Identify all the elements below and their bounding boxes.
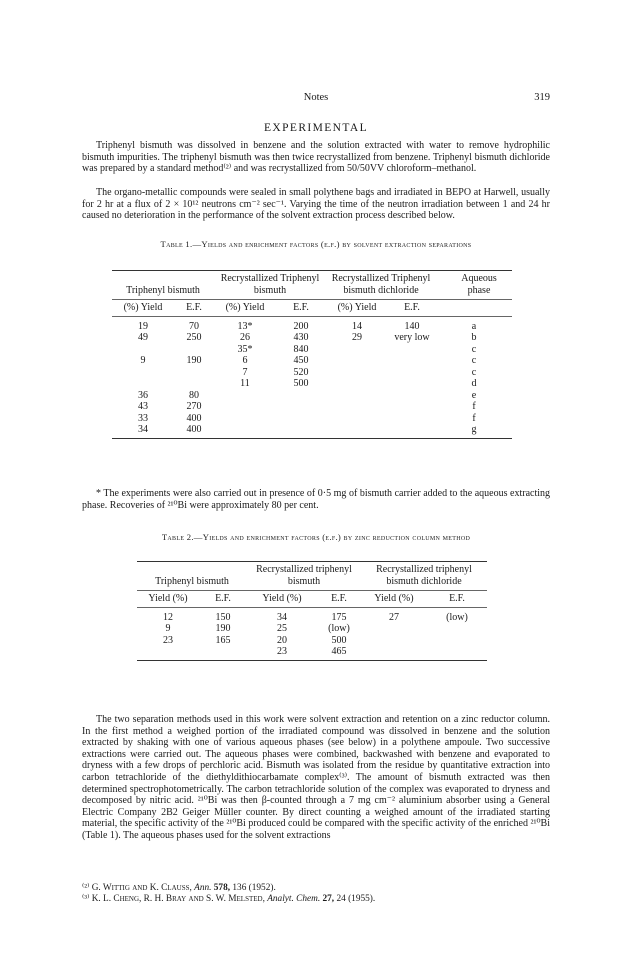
table1 [112, 270, 512, 439]
table1-row-cell: g [471, 424, 477, 435]
reference-volume: 27, [322, 894, 335, 904]
table1-row-cell [326, 355, 388, 367]
table1-row-cell: 190 [186, 355, 202, 366]
table1-row [112, 401, 512, 413]
table1-caption-text: —Yields and enrichment factors (e.f.) by solvent extraction separations [192, 239, 472, 249]
reference-authors: G. Wittig and K. Clauss, [91, 883, 192, 893]
table1-row-cell [388, 367, 436, 379]
table2 [137, 561, 487, 661]
table1-row-cell: 11 [240, 378, 250, 389]
table1-row-cell [276, 413, 326, 425]
reference-authors: K. L. Cheng, R. H. Bray and S. W. Melsted, [91, 894, 265, 904]
table2-caption [82, 532, 550, 543]
table1-row-cell: b [471, 332, 477, 343]
table1-row-cell: 200 [293, 320, 309, 332]
table1-row-cell: a [471, 320, 477, 332]
table2-subheader: E.F. [427, 591, 487, 608]
table1-row-cell: very low [394, 332, 430, 343]
table1-subheader: (%) Yield [326, 300, 388, 317]
table1-row-cell: 6 [242, 355, 248, 366]
running-header [82, 92, 550, 106]
table1-row-cell [388, 355, 436, 367]
table1-row [112, 413, 512, 425]
table2-row-cell: 12 [163, 611, 173, 623]
table1-row-cell [326, 344, 388, 356]
table1-row [112, 355, 512, 367]
table2-row-cell: 23 [277, 646, 287, 657]
table2-row-cell: 500 [331, 634, 347, 646]
table1-row-cell [388, 344, 436, 356]
table1-row-cell: 49 [138, 332, 148, 343]
reference-2 [82, 883, 550, 894]
table2-row-cell [427, 623, 487, 635]
table1-row-cell [326, 401, 388, 413]
table1-caption [82, 239, 550, 250]
table2-subheader: E.F. [317, 591, 361, 608]
table1-row-cell [276, 424, 326, 438]
table1-subheader: E.F. [276, 300, 326, 317]
table2-row [137, 607, 487, 623]
table2-subheader: E.F. [199, 591, 247, 608]
table1-row-cell: f [472, 401, 476, 412]
table1-row-cell: 400 [186, 424, 202, 435]
table2-subheader: Yield (%) [361, 591, 427, 608]
paragraph-irradiation: The organo-metallic compounds were sealed in small polythene bags and irradiated in BEPO at Harwell, usually for 2 hr at a flux of 2 × 10¹² neutrons cm⁻² sec⁻¹. Varying the time of the neutron irradiation between 1 and 24 hr caused no deterioration in the performance of the solvent extraction process described below. [82, 187, 550, 222]
table1-row-cell: c [471, 343, 477, 355]
table1-row-cell: 140 [404, 320, 420, 332]
table1-subheader: E.F. [174, 300, 214, 317]
table1-subheader: (%) Yield [112, 300, 174, 317]
table1-row-cell: e [471, 389, 477, 401]
table1-row-cell [112, 378, 174, 390]
section-heading: EXPERIMENTAL [263, 122, 369, 134]
table1-row-cell: 7 [242, 366, 248, 378]
table2-row-cell [199, 646, 247, 660]
table1-row-cell: f [472, 412, 476, 424]
table2-row [137, 635, 487, 647]
table1-row-cell [276, 401, 326, 413]
table2-row-cell: 34 [277, 611, 287, 623]
table1-subheader: E.F. [388, 300, 436, 317]
table2-row-cell [427, 646, 487, 660]
table2-row-cell: 165 [215, 634, 231, 646]
table1-row-cell: c [471, 366, 477, 378]
table1-row-cell [326, 424, 388, 438]
table1-row-cell [388, 424, 436, 438]
table1-row-cell [326, 367, 388, 379]
table2-row-cell [137, 646, 199, 660]
table2-header-recrystallized: Recrystallized triphenyl bismuth [256, 564, 352, 587]
table1-row-cell [112, 344, 174, 356]
table1-subheader [436, 300, 512, 317]
table1-row-cell: 80 [189, 389, 199, 401]
table1-row-cell: 43 [138, 401, 148, 412]
table1-row-cell [214, 401, 276, 413]
table1-row-cell [174, 344, 214, 356]
table2-row-cell: 20 [277, 634, 287, 646]
reference-volume: 578, [213, 883, 231, 893]
table1-row-cell [214, 413, 276, 425]
table2-row-cell [427, 635, 487, 647]
table2-body [137, 607, 487, 660]
reference-number: ⁽²⁾ [82, 883, 90, 893]
table1-row [112, 424, 512, 438]
table2-row-cell: (low) [446, 611, 468, 623]
table1-row-cell [112, 367, 174, 379]
table2-caption-text: —Yields and enrichment factors (e.f.) by zinc reduction column method [193, 532, 471, 542]
table2-row-cell [361, 623, 427, 635]
table1-row-cell: 34 [138, 424, 148, 435]
table1-row [112, 378, 512, 390]
table1-header-recrystallized: Recrystallized Triphenyl bismuth [220, 273, 320, 296]
table1-row-cell: 270 [186, 401, 202, 412]
table2-row-cell [361, 635, 427, 647]
table2-row-cell: (low) [328, 623, 350, 634]
table2-row-cell [361, 646, 427, 660]
table2-row-cell: 23 [163, 634, 173, 646]
table2-row-cell: 25 [277, 623, 287, 634]
table1-row-cell: 19 [138, 320, 148, 332]
table1-row-cell [326, 390, 388, 402]
reference-rest: 24 (1955). [336, 894, 376, 904]
table1-row-cell: 70 [189, 320, 199, 332]
reference-journal: Analyt. Chem. [267, 894, 321, 904]
table1-caption-label: Table 1. [160, 239, 193, 249]
table1-row [112, 344, 512, 356]
paragraph-materials: Triphenyl bismuth was dissolved in benzene and the solution extracted with water to remove hydrophilic bismuth impurities. The triphenyl bismuth was then twice recrystallized from benzene. Triphenyl bismuth dichloride was prepared by a standard method⁽²⁾ and was recrystallized from 50/50VV chloroform–methanol. [82, 140, 550, 175]
table1-row-cell: d [471, 378, 477, 389]
table1-row-cell [388, 390, 436, 402]
table1-row-cell: 840 [293, 343, 309, 355]
table1-row-cell: 9 [140, 355, 146, 366]
table2-row-cell: 190 [215, 623, 231, 634]
table1-row-cell: 35* [237, 343, 253, 355]
table1-row-cell [214, 424, 276, 438]
table2-row-cell: 465 [331, 646, 347, 657]
table2-subheader: Yield (%) [137, 591, 199, 608]
table1-row-cell: 33 [138, 412, 148, 424]
table2-subheader: Yield (%) [247, 591, 317, 608]
table1-row [112, 316, 512, 332]
table1-footnote: * The experiments were also carried out in presence of 0·5 mg of bismuth carrier added to the aqueous extracting phase. Recoveries of ²¹⁰Bi were approximately 80 per cent. [82, 488, 550, 511]
table1-header-triphenyl-bismuth: Triphenyl bismuth [126, 284, 200, 296]
table2-row-cell: 27 [389, 611, 399, 623]
references [82, 883, 550, 905]
table1-row-cell [388, 413, 436, 425]
table1-header-aqueous-phase: Aqueous phase [461, 273, 497, 296]
table2-caption-label: Table 2. [161, 532, 194, 542]
table2-header-dichloride: Recrystallized triphenyl bismuth dichloride [376, 564, 472, 587]
table1-body [112, 316, 512, 438]
page-number: 319 [534, 92, 550, 103]
table2-header-triphenyl-bismuth: Triphenyl bismuth [155, 575, 229, 587]
running-header-title: Notes [303, 92, 329, 103]
table2-row-cell: 175 [331, 611, 347, 623]
paragraph-methods: The two separation methods used in this work were solvent extraction and retention on a zinc reductor column. In the first method a weighed portion of the irradiated compound was dissolved in benzene and the solution extracted by shaking with one of various aqueous phases (see below) in a polythene ampoule. Two successive extractions were carried out. The aqueous phases were combined, backwashed with benzene and evaporated to dryness with a few drops of perchloric acid. Bismuth was isolated from the residue by quantitative extraction into carbon tetrachloride of the diethyldithiocarbamate complex⁽³⁾. The amount of bismuth extracted was then determined spectrophotometrically. The carbon tetrachloride solution of the complex was evaporated to dryness and decomposed by nitric acid. ²¹⁰Bi was then β-counted through a 7 mg cm⁻² aluminium absorber using a General Electric Company 2B2 Geiger Müller counter. By direct counting a weighed amount of the irradiated starting material, the specific activity of the ²¹⁰Bi produced could be compared with the specific activity of the enriched ²¹⁰Bi (Table 1). The aqueous phases used for the solvent extractions [82, 714, 550, 841]
table1-row-cell: 450 [293, 355, 309, 366]
table2-row-cell: 150 [215, 611, 231, 623]
table1-row-cell: 430 [293, 332, 309, 343]
table2-row [137, 646, 487, 660]
table1-row-cell [326, 413, 388, 425]
table1-row-cell [388, 401, 436, 413]
table1-row [112, 332, 512, 344]
table1-row-cell: 500 [293, 378, 309, 389]
table1-row-cell [388, 378, 436, 390]
table1-row-cell: 14 [352, 320, 362, 332]
table1-row-cell: c [471, 355, 477, 366]
table1-row-cell [174, 367, 214, 379]
reference-rest: 136 (1952). [232, 883, 276, 893]
table1-row-cell: 36 [138, 389, 148, 401]
table1-row-cell [326, 378, 388, 390]
table1-row-cell: 26 [240, 332, 250, 343]
table1-row-cell: 250 [186, 332, 202, 343]
table2-row-cell: 9 [165, 623, 171, 634]
reference-number: ⁽³⁾ [82, 894, 90, 904]
table1-row-cell: 400 [186, 412, 202, 424]
table1-subheader: (%) Yield [214, 300, 276, 317]
table1-row-cell: 13* [237, 320, 253, 332]
table1-row [112, 367, 512, 379]
reference-journal: Ann. [194, 883, 212, 893]
table1-row [112, 390, 512, 402]
table1-row-cell [276, 390, 326, 402]
table1-row-cell: 520 [293, 366, 309, 378]
table1-row-cell: 29 [352, 332, 362, 343]
table1-row-cell [174, 378, 214, 390]
table1-row-cell [214, 390, 276, 402]
table2-row [137, 623, 487, 635]
table1-header-dichloride: Recrystallized Triphenyl bismuth dichloride [331, 273, 431, 296]
reference-3 [82, 894, 550, 905]
